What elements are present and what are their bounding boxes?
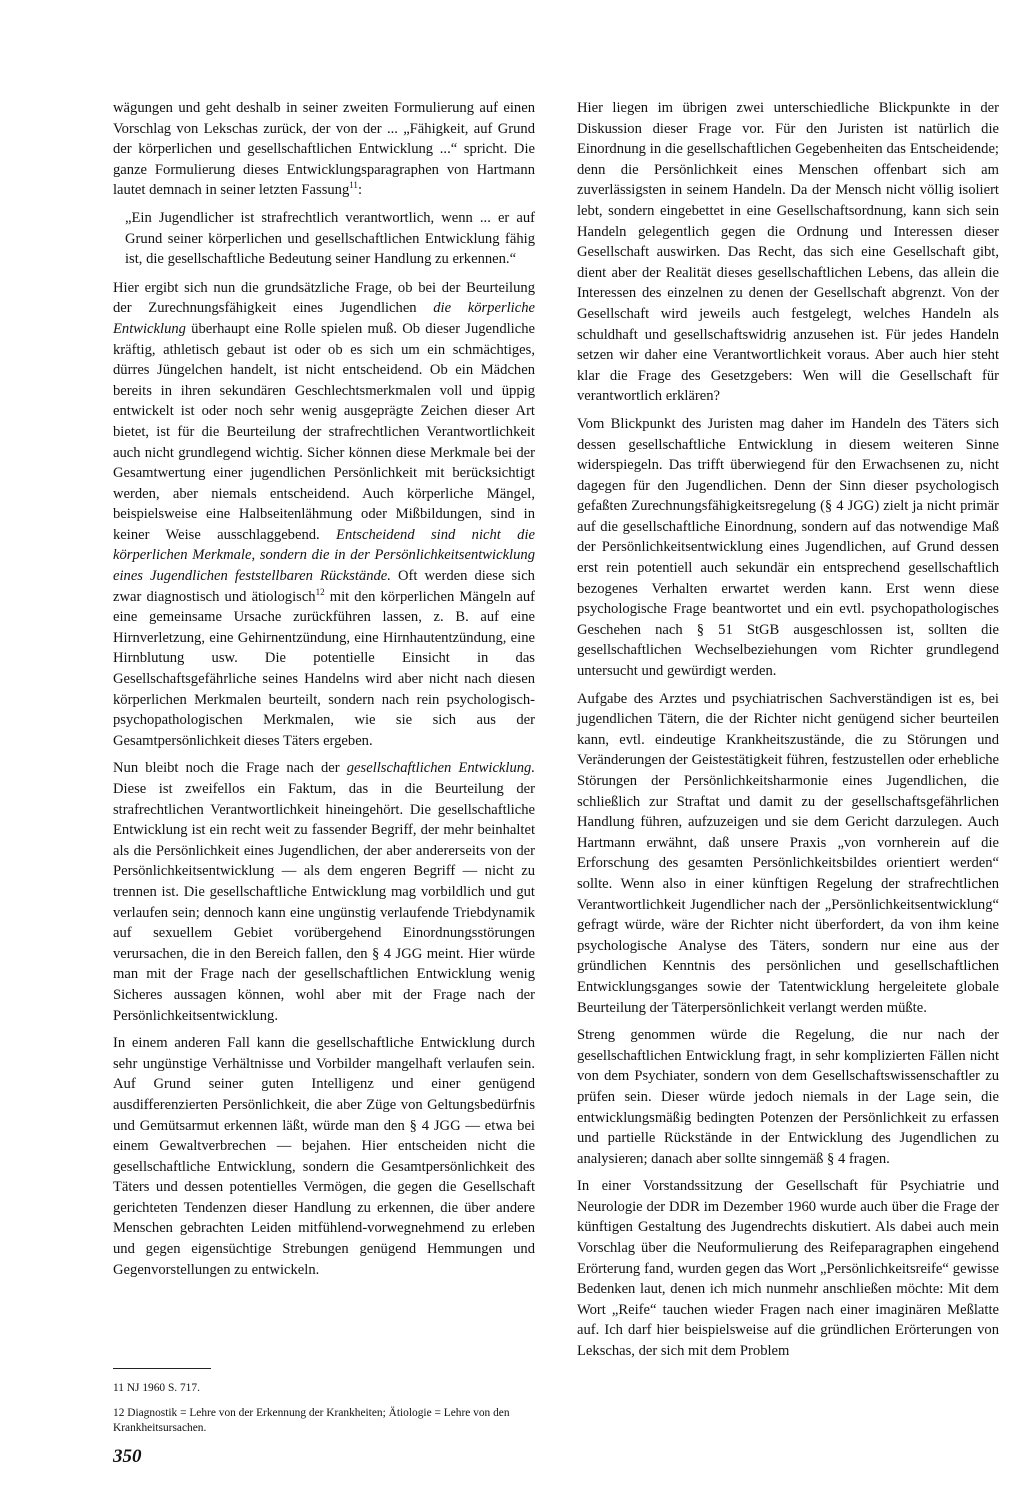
text-run: Oft werden diese sich zwar diagnostisch und ätiologisch [113, 568, 535, 605]
text-run: mit den körperlichen Mängeln auf eine gemeinsame Ursache zurückführen lassen, z. B. auf eine Hirnverletzung, eine Gehirnentzündung, eine Hirnhautentzündung, eine Hirnblutung usw. Die potentielle Einsicht in das Gesellschaftsgefährliche seines Handelns wird aber nicht nach diesen körperlichen Merkmalen beurteilt, sondern nach rein psychologisch-psychopathologischen Merkmalen, wie sie sich aus der Gesamtpersönlichkeit dieses Täters ergeben. [113, 588, 535, 749]
paragraph: In einem anderen Fall kann die gesellschaftliche Entwicklung durch sehr ungünstige Verhältnisse und Vorbilder mangelhaft verlaufen sein. Auf Grund seiner guten Intelligenz und einer genügend ausdifferenzierten Persönlichkeit, die aber Züge von Geltungsbedürfnis und Gemütsarmut erkennen läßt, würde man den § 4 JGG — etwa bei einem Gewaltverbrechen — bejahen. Hier entscheiden nicht die gesellschaftliche Entwicklung, sondern die Gesamtpersönlichkeit des Täters und dessen potentielles Vermögen, die gegen die Gesellschaft gerichteten Tendenzen dieser Handlung zu erkennen, die über andere Menschen gebrachten Leiden mitfühlend-vorwegnehmend zu erleben und gegen eigensüchtige Strebungen genügend Hemmungen und Gegenvorstellungen zu entwickeln. [113, 1035, 535, 1278]
paragraph: Vom Blickpunkt des Juristen mag daher im Handeln des Täters sich dessen gesellschaftliche Entwicklung in diesem weiteren Sinne widerspiegeln. Das trifft überwiegend für den Erwachsenen zu, nicht dagegen für den Jugendlichen. Denn der Sinn dieser psychologisch gefaßten Zurechnungsfähigkeitsregelung (§ 4 JGG) zielt ja nicht primär auf die gesellschaftliche Einordnung, sondern auf das notwendige Maß der Persönlichkeitsentwicklung eines Jugendlichen, auf Grund dessen erst rein potentiell auch sekundär ein entsprechend gesellschaftlich bezogenes Verhalten erwartet werden kann. Erst wenn diese psychologische Frage beantwortet und ein evtl. psychopathologisches Geschehen nach § 51 StGB ausgeschlossen ist, sollten die gesellschaftlichen Wechselbeziehungen vom Richter grundlegend untersucht und gewürdigt werden. [577, 415, 999, 680]
page-number: 350 [113, 1446, 142, 1467]
paragraph [113, 758, 535, 1026]
footnote-11: 11 NJ 1960 S. 717. [113, 1382, 200, 1394]
footnote-ref-12: 12 [315, 586, 325, 597]
paragraph [113, 98, 535, 201]
text-run: Diese ist zweifellos ein Faktum, das in die Beurteilung der strafrechtlichen Verantwortlichkeit hineingehört. Die gesellschaftliche Entwicklung ist ein recht weit zu fassender Begriff, der mehr beinhaltet als die Persönlichkeit eines Jugendlichen, der aber andererseits von der Persönlichkeitsentwicklung — als dem engeren Begriff — nicht zu trennen ist. Die gesellschaftliche Entwicklung mag vorbildlich und gut verlaufen sein; dennoch kann eine ungünstig verlaufende Triebdynamik auf sexuellem Gebiet vorübergehend Einordnungsstörungen verursachen, die in den Bereich fallen, den § 4 JGG meint. Hier würde man mit der Frage nach der gesellschaftlichen Entwicklung wenig Sicheres aussagen können, wohl aber mit der Frage nach der Persönlichkeitsentwicklung. [113, 781, 535, 1024]
footnote-ref-11: 11 [349, 180, 358, 191]
footnotes [113, 1368, 535, 1436]
emphasis-text: die körperliche Entwicklung [113, 300, 535, 337]
text-run: Nun bleibt noch die Frage nach der [113, 760, 347, 777]
footnote-12: 12 Diagnostik = Lehre von der Erkennung der Krankheiten; Ätiologie = Lehre von den Krankheitsursachen. [113, 1407, 510, 1434]
footnote-divider [113, 1368, 211, 1369]
text-run: überhaupt eine Rolle spielen muß. Ob dieser Jugendliche kräftig, athletisch gebaut ist oder ob es sich um ein schmächtiges, dürres Jüngelchen handelt, ist nicht entscheidend. Ob ein Mädchen bereits in ihren sekundären Geschlechtsmerkmalen voll und üppig entwickelt ist oder noch sehr wenig ausgeprägte Zeichen dieser Art bietet, ist für die Beurteilung der strafrechtlichen Verantwortlichkeit auch nicht grundlegend wichtig. Sicher können diese Merkmale bei der Gesamtwertung einer jugendlichen Persönlichkeit mit berücksichtigt werden, aber niemals entscheidend. Auch körperliche Mängel, beispielsweise eine Halbseitenlähmung oder Mißbildungen, sind in keiner Weise ausschlaggebend. [113, 320, 535, 543]
block-quote: „Ein Jugendlicher ist strafrechtlich verantwortlich, wenn ... er auf Grund seiner körperlichen und gesellschaftlichen Entwicklung fähig ist, die gesellschaftliche Bedeutung seiner Handlung zu erkennen.“ [125, 209, 535, 268]
paragraph: Aufgabe des Arztes und psychiatrischen Sachverständigen ist es, bei jugendlichen Tätern, die der Richter nicht genügend sicher beurteilen kann, evtl. eindeutige Krankheitszustände, die zu Störungen und Veränderungen der Geistestätigkeit führen, festzustellen oder erhebliche Störungen der Persönlichkeitsharmonie eines Jugendlichen, die schließlich zur Straftat und damit zu der gesellschaftsgefährlichen Handlung führen, aufzuzeigen und sie dem Gericht darzulegen. Auch Hartmann erwähnt, daß unsere Praxis „von vornherein auf die Erforschung des gesamten Persönlichkeitsbildes orientiert werden“ sollte. Wenn also in einer künftigen Regelung der strafrechtlichen Verantwortlichkeit Jugendlicher nach der „Persönlichkeitsentwicklung“ gefragt würde, wäre der Richter nicht überfordert, da von ihm keine psychologische Analyse des Täters, sondern nur eine aus der gründlichen Kenntnis des persönlichen und gesellschaftlichen Entwicklungsganges sowie der Tatentwicklung hergeleitete globale Beurteilung der Täterpersönlichkeit verlangt werden müßte. [577, 690, 999, 1016]
emphasis-text: Entscheidend sind nicht die körperlichen Merkmale, sondern die in der Persönlichkeitsentwicklung eines Jugendlichen feststellbaren Rückstände. [113, 526, 535, 585]
left-column [113, 98, 535, 1287]
text-run: : [357, 182, 362, 199]
text-run: Hier ergibt sich nun die grundsätzliche Frage, ob bei der Beurteilung der Zurechnungsfähigkeit eines Jugendlichen [113, 279, 535, 317]
paragraph [113, 278, 535, 752]
paragraph: In einer Vorstandssitzung der Gesellschaft für Psychiatrie und Neurologie der DDR im Dezember 1960 wurde auch über die Frage der künftigen Gestaltung des Jugendrechts diskutiert. Als dabei auch mein Vorschlag über die Neuformulierung des Reifeparagraphen eingehend Erörterung fand, wurden gegen das Wort „Persönlichkeitsreife“ gewisse Bedenken laut, denen ich mich nunmehr anschließen möchte: Mit dem Wort „Reife“ tauchen wieder Fragen nach einer imaginären Meßlatte auf. Ich darf hier beispielsweise auf die gründlichen Erörterungen von Lekschas, der sich mit dem Problem [577, 1178, 999, 1360]
paragraph: Streng genommen würde die Regelung, die nur nach der gesellschaftlichen Entwicklung fragt, in sehr komplizierten Fällen nicht von dem Psychiater, sondern von dem Gesellschaftswissenschaftler zu prüfen sein. Dieser würde jedoch niemals in der Lage sein, die entwicklungsmäßig bedingten Potenzen der Persönlichkeit zu erfassen und partielle Rückstände in der Entwicklung des Jugendlichen zu analysieren; danach aber sollte sinngemäß § 4 fragen. [577, 1027, 999, 1167]
text-run: wägungen und geht deshalb in seiner zweiten Formulierung auf einen Vorschlag von Lekschas zurück, der von der ... „Fähigkeit, auf Grund der körperlichen und gesellschaftlichen Entwicklung ...“ spricht. Die ganze Formulierung dieses Entwicklungsparagraphen von Hartmann lautet demnach in seiner letzten Fassung [113, 100, 535, 199]
emphasis-text: gesellschaftlichen Entwicklung. [346, 760, 536, 777]
paragraph: Hier liegen im übrigen zwei unterschiedliche Blickpunkte in der Diskussion dieser Frage vor. Für den Juristen ist natürlich die Einordnung in die gesellschaftlichen Gegebenheiten das Entscheidende; denn die Persönlichkeit eines Menschen offenbart sich am zuverlässigsten in seinem Handeln. Da der Mensch nicht völlig isoliert lebt, sondern eingebettet in eine Gesellschaftsordnung, kann sich sein Handeln gelegentlich gegen die Ordnung und Interessen dieser Gesellschaft auswirken. Das Recht, das sich eine Gesellschaft gibt, dient aber der Realität dieses gesellschaftlichen Lebens, das allein die Interessen des einzelnen zu denen der Gesellschaft abgrenzt. Von der Gesellschaft wird jeweils auch festgelegt, welches Handeln als schuldhaft und gesellschaftswidrig anzusehen ist. Für jedes Handeln setzen wir daher eine Verantwortlichkeit voraus. Aber auch hier steht klar die Frage des Gesetzgebers: Wen will die Gesellschaft für verantwortlich erklären? [577, 100, 999, 405]
right-column [577, 98, 999, 1369]
